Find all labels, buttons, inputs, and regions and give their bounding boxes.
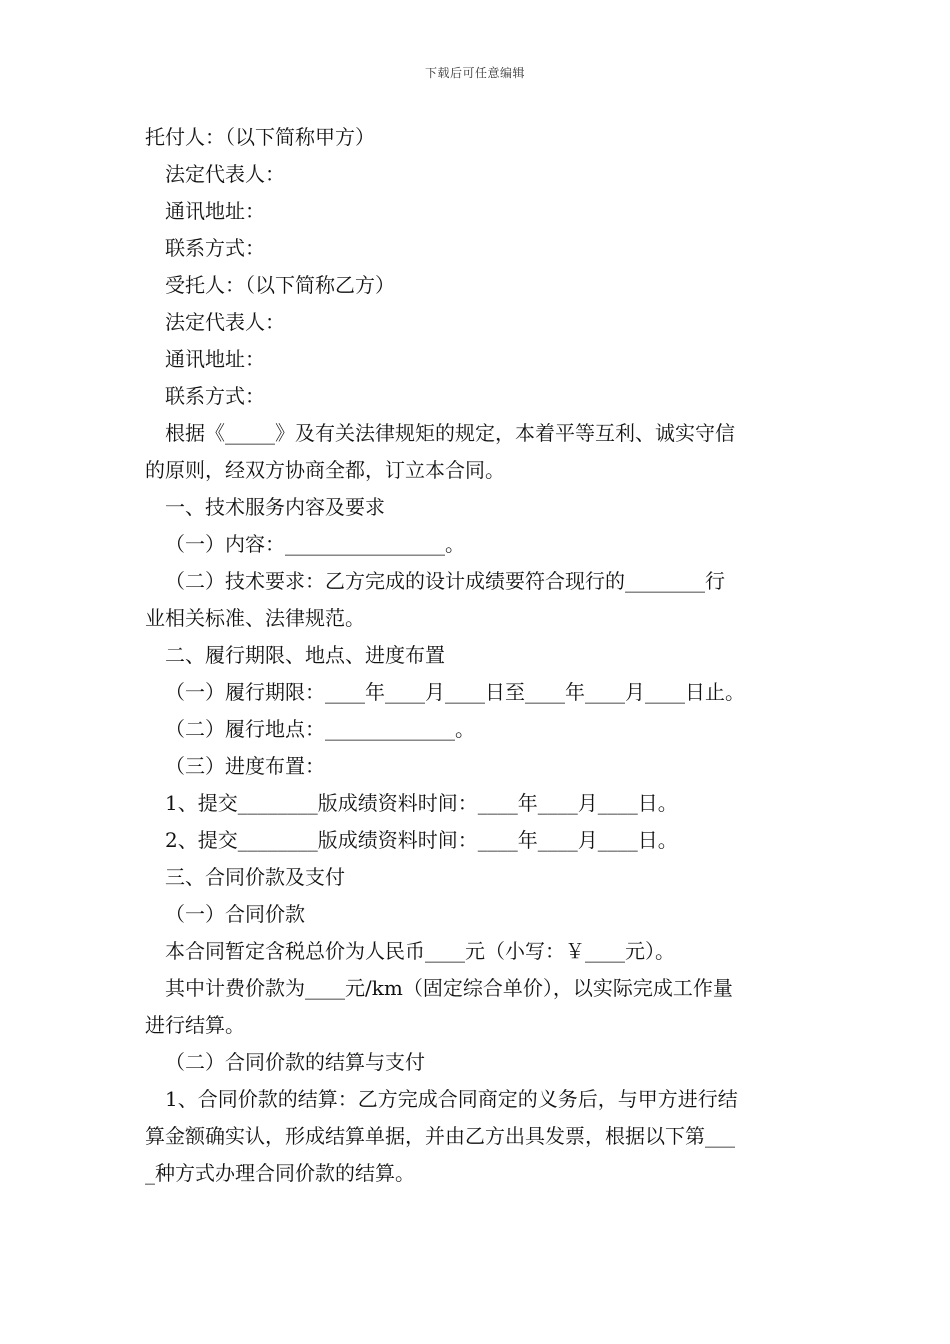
section-3-settlement-heading: （二）合同价款的结算与支付 [165, 1050, 425, 1074]
section-3-unit-price-line-1: 其中计费价款为____元/km（固定综合单价），以实际完成工作量 [165, 976, 733, 1000]
party-a-address: 通讯地址： [165, 199, 265, 223]
schedule-item-2: 2、提交________版成绩资料时间：____年____月____日。 [165, 828, 678, 852]
party-b-legal-rep: 法定代表人： [165, 310, 285, 334]
schedule-item-1: 1、提交________版成绩资料时间：____年____月____日。 [165, 791, 678, 815]
preamble-line-1: 根据《_____》及有关法律规矩的规定，本着平等互利、诚实守信 [165, 421, 735, 445]
party-a-contact: 联系方式： [165, 236, 265, 260]
section-1-requirements-line-2: 业相关标准、法律规范。 [145, 606, 365, 630]
settlement-clause-line-3: _种方式办理合同价款的结算。 [145, 1161, 415, 1185]
section-2-schedule: （三）进度布置： [165, 754, 325, 778]
page-header-note: 下载后可任意编辑 [424, 66, 525, 80]
party-b-contact: 联系方式： [165, 384, 265, 408]
party-a-legal-rep: 法定代表人： [165, 162, 285, 186]
section-1-heading: 一、技术服务内容及要求 [165, 495, 385, 519]
settlement-clause-line-1: 1、合同价款的结算：乙方完成合同商定的义务后，与甲方进行结 [165, 1087, 738, 1111]
section-2-heading: 二、履行期限、地点、进度布置 [165, 643, 445, 667]
party-a-title: 托付人：（以下简称甲方） [145, 125, 375, 149]
section-3-heading: 三、合同价款及支付 [165, 865, 345, 889]
party-b-title: 受托人：（以下简称乙方） [165, 273, 395, 297]
settlement-clause-line-2: 算金额确实认，形成结算单据，并由乙方出具发票，根据以下第___ [145, 1124, 735, 1148]
contract-body [145, 119, 810, 1192]
section-2-location: （二）履行地点：_____________。 [165, 717, 475, 741]
party-b-address: 通讯地址： [165, 347, 265, 371]
section-3-unit-price-line-2: 进行结算。 [145, 1013, 245, 1037]
preamble-line-2: 的原则，经双方协商全都，订立本合同。 [145, 458, 505, 482]
section-3-price-heading: （一）合同价款 [165, 902, 305, 926]
section-1-requirements-line-1: （二）技术要求：乙方完成的设计成绩要符合现行的________行 [165, 569, 725, 593]
section-1-content: （一）内容：________________。 [165, 532, 465, 556]
section-3-total-price: 本合同暂定含税总价为人民币____元（小写：￥____元）。 [165, 939, 675, 963]
section-2-period: （一）履行期限：____年____月____日至____年____月____日止。 [165, 680, 745, 704]
